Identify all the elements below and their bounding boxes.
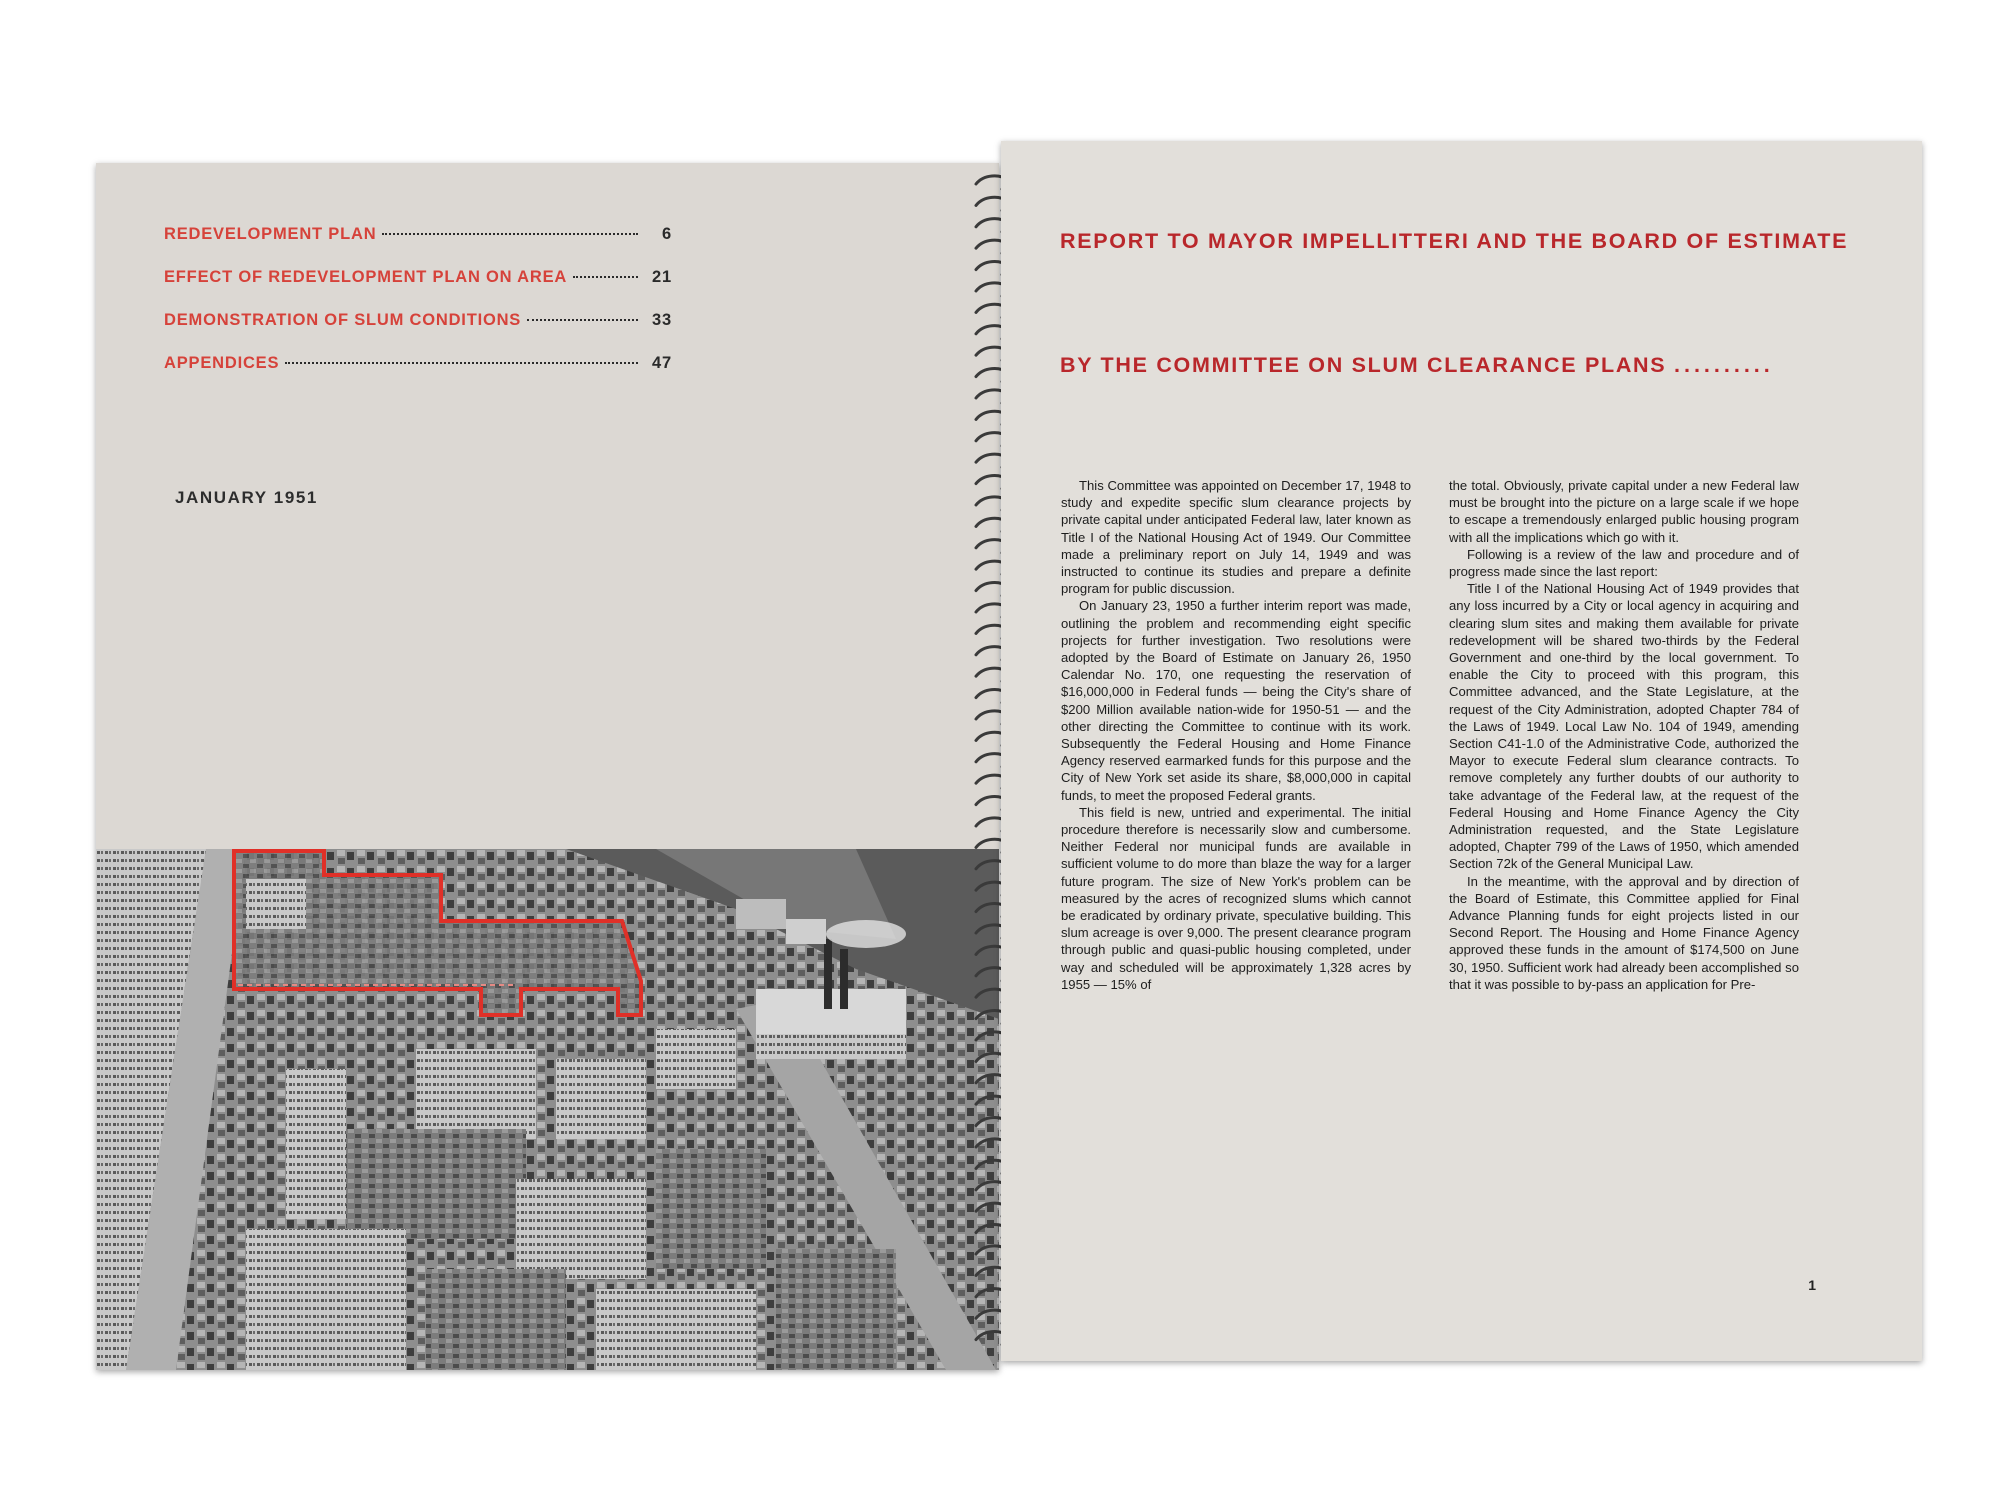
- paragraph: In the meantime, with the approval and by direction of the Board of Estimate, this Committee applied for Final Advance Planning funds for eight projects listed in our Second Report. The Housing and Home Finance Agency approved these funds in the amount of $174,500 on June 30, 1950. Sufficient work had already been accomplished so that it was possible to by-pass an application for Pre-: [1449, 873, 1799, 992]
- body-column-right: [1449, 477, 1799, 993]
- paragraph: On January 23, 1950 a further interim report was made, outlining the problem and recommending eight specific projects for further investigation. Two resolutions were adopted by the Board of Estimate on January 26, 1950 Calendar No. 170, one requesting the reservation of $16,000,000 in Federal funds — being the City's share of $200 Million available nation-wide for 1950-51 — and the other directing the Committee to continue with its work. Subsequently the Federal Housing and Home Finance Agency reserved earmarked funds for this purpose and the City of New York set aside its share, $8,000,000 in capital funds, to meet the proposed Federal grants.: [1061, 598, 1411, 803]
- publication-date: JANUARY 1951: [175, 488, 318, 507]
- left-page: [96, 163, 999, 1370]
- toc-entry-page: 47: [652, 354, 672, 372]
- toc-entry-page: 21: [652, 268, 672, 286]
- toc-leader-dots: [527, 319, 638, 321]
- toc-entry: [164, 311, 672, 354]
- paragraph: Following is a review of the law and procedure and of progress made since the last report:: [1449, 546, 1799, 580]
- report-subtitle-text: BY THE COMMITTEE ON SLUM CLEARANCE PLANS: [1060, 353, 1667, 377]
- toc-entry-label: REDEVELOPMENT PLAN: [164, 225, 377, 243]
- toc-entry: [164, 225, 672, 268]
- aerial-photograph: [96, 849, 999, 1370]
- toc-entry-label: DEMONSTRATION OF SLUM CONDITIONS: [164, 311, 522, 329]
- paragraph-continuation: the total. Obviously, private capital under a new Federal law must be brought into the picture on a large scale if we hope to escape a tremendously enlarged public housing program with all the implications which go with it.: [1449, 478, 1799, 545]
- toc-entry: [164, 268, 672, 311]
- paragraph: This Committee was appointed on December 17, 1948 to study and expedite specific slum clearance projects by private capital under anticipated Federal law, later known as Title I of the National Housing Act of 1949. Our Committee made a preliminary report on July 14, 1949 and was instructed to continue its studies and prepare a definite program for public discussion.: [1061, 478, 1411, 597]
- paragraph: This field is new, untried and experimental. The initial procedure therefore is necessarily slow and cumbersome. Neither Federal nor municipal funds are available in sufficient volume to do more than blaze the way for a larger future program. The size of New York's problem can be measured by the acres of recognized slums which cannot be eradicated by ordinary private, speculative building. This slum acreage is over 9,000. The present clearance program through public and quasi-public housing completed, under way and scheduled will be approximately 1,328 acres by 1955 — 15% of: [1061, 804, 1411, 992]
- page-number: 1: [1808, 1277, 1816, 1293]
- table-of-contents: [164, 225, 672, 397]
- report-subtitle: [1060, 353, 1860, 378]
- toc-entry-page: 33: [652, 311, 672, 329]
- toc-leader-dots: [382, 233, 638, 235]
- right-page: [1001, 141, 1922, 1361]
- report-title: REPORT TO MAYOR IMPELLITTERI AND THE BOARD OF ESTIMATE: [1060, 229, 1849, 253]
- paragraph: Title I of the National Housing Act of 1949 provides that any loss incurred by a City or local agency in acquiring and clearing slum sites and making them available for private redevelopment will be shared two-thirds by the Federal Government and one-third by the local government. To enable the City to proceed with this program, this Committee advanced, and the State Legislature, at the request of the City Administration, adopted Chapter 784 of the Laws of 1949. Local Law No. 104 of 1949, amending Section C41-1.0 of the Administrative Code, authorized the Mayor to execute Federal slum clearance contracts. To remove completely any further doubts of our authority to take advantage of the Federal law, at the request of the Federal Housing and Home Finance Agency the City Administration requested, and the State Legislature adopted, Chapter 799 of the Laws of 1950, which amended Section 72k of the General Municipal Law.: [1449, 581, 1799, 872]
- toc-leader-dots: [573, 276, 638, 278]
- toc-entry-label: EFFECT OF REDEVELOPMENT PLAN ON AREA: [164, 268, 568, 286]
- body-column-left: [1061, 477, 1411, 993]
- subtitle-leader-dots: ..........: [1674, 353, 1774, 377]
- toc-entry-label: APPENDICES: [164, 354, 280, 372]
- toc-leader-dots: [285, 362, 638, 364]
- toc-entry: [164, 354, 672, 397]
- toc-entry-page: 6: [662, 225, 672, 243]
